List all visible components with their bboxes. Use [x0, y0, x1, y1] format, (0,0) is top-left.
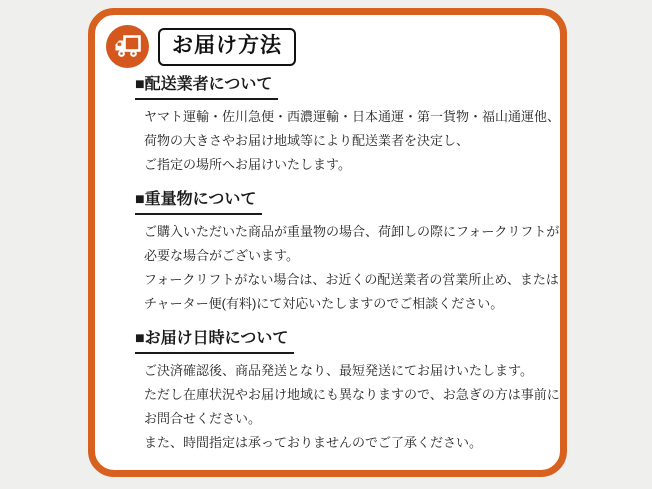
- body-line: 必要な場合がございます。: [144, 248, 299, 263]
- delivery-info-panel: [88, 8, 567, 477]
- panel-header: [106, 25, 560, 68]
- body-line: ヤマト運輸・佐川急便・西濃運輸・日本通運・第一貨物・福山通運他、: [144, 109, 561, 124]
- section-heavy-items-heading: ■重量物について: [135, 190, 262, 215]
- section-carriers: [135, 75, 560, 177]
- body-line: ご決済確認後、商品発送となり、最短発送にてお届けいたします。: [144, 363, 533, 378]
- section-delivery-schedule-heading: ■お届け日時について: [135, 329, 294, 354]
- body-line: また、時間指定は承っておりませんのでご了承ください。: [144, 435, 483, 450]
- section-delivery-schedule: [135, 329, 560, 455]
- truck-icon: [106, 25, 149, 68]
- body-line: ご指定の場所へお届けいたします。: [144, 157, 351, 172]
- body-line: ご購入いただいた商品が重量物の場合、荷卸しの際にフォークリフトが: [144, 224, 560, 239]
- body-line: ただし在庫状況やお届け地域にも異なりますので、お急ぎの方は事前に: [144, 387, 560, 402]
- section-carriers-body: [144, 105, 560, 177]
- body-line: お問合せください。: [144, 411, 262, 426]
- section-carriers-heading: ■配送業者について: [135, 75, 278, 100]
- body-line: 荷物の大きさやお届け地域等により配送業者を決定し、: [144, 133, 470, 148]
- section-delivery-schedule-body: [144, 359, 560, 455]
- section-heavy-items: [135, 190, 560, 316]
- body-line: フォークリフトがない場合は、お近くの配送業者の営業所止め、または: [144, 272, 559, 287]
- body-line: チャーター便(有料)にて対応いたしますのでご相談ください。: [144, 296, 504, 311]
- page-title: お届け方法: [158, 28, 296, 66]
- section-heavy-items-body: [144, 220, 560, 316]
